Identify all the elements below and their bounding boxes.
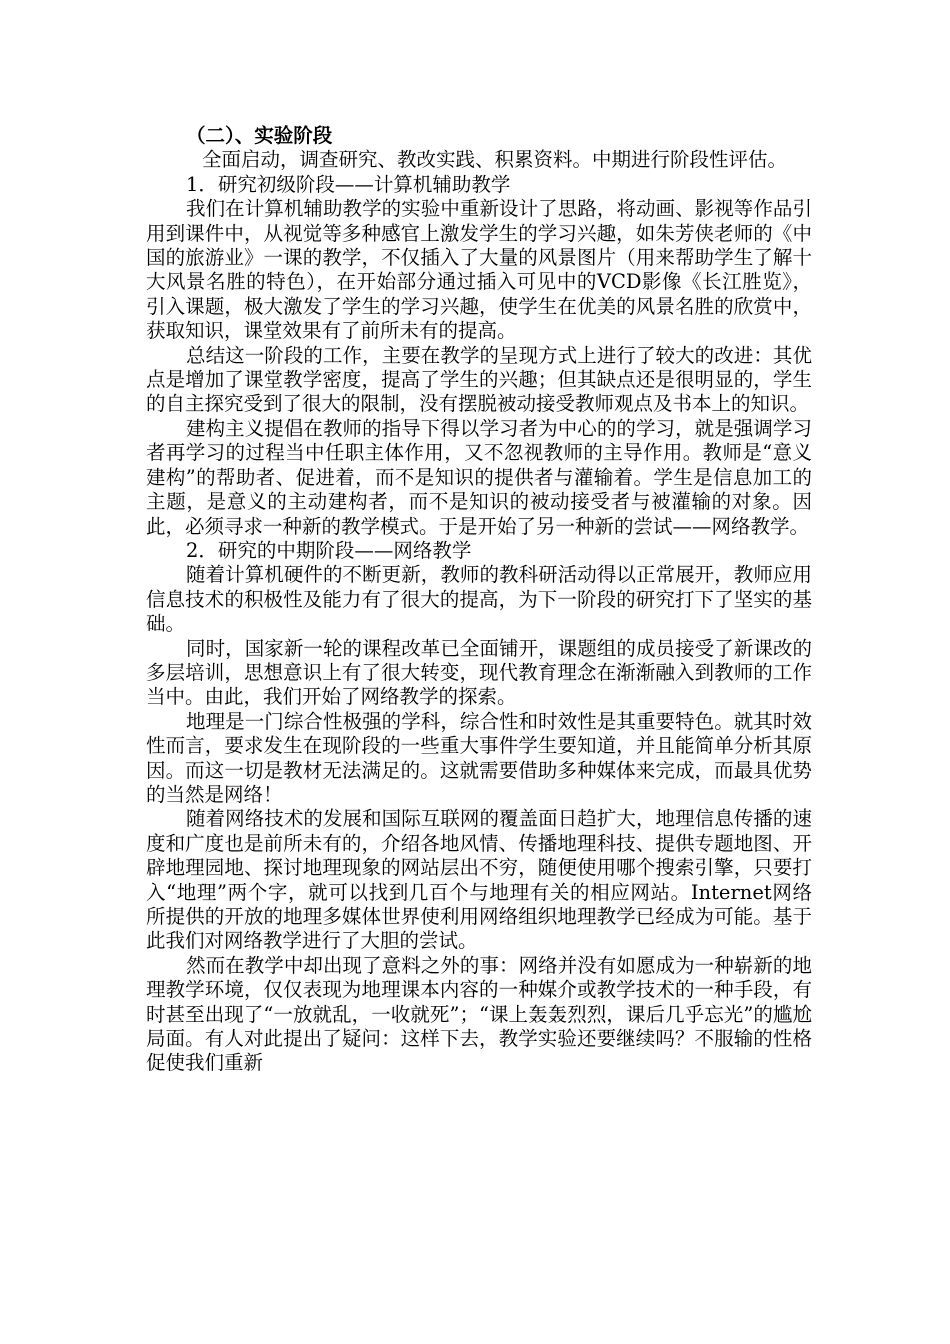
stage2-paragraph-1: 随着计算机硬件的不断更新，教师的教科研活动得以正常展开，教师应用信息技术的积极性及能力有了很大的提高，为下一阶段的研究打下了坚实的基础。 <box>146 563 812 636</box>
stage2-paragraph-3: 地理是一门综合性极强的学科，综合性和时效性是其重要特色。就其时效性而言，要求发生在现阶段的一些重大事件学生要知道，并且能简单分析其原因。而这一切是教材无法满足的。这就需要借助多种媒体来完成，而最具优势的当然是网络！ <box>146 709 812 806</box>
stage2-paragraph-2: 同时，国家新一轮的课程改革已全面铺开，课题组的成员接受了新课改的多层培训，思想意识上有了很大转变，现代教育理念在渐渐融入到教师的工作当中。由此，我们开始了网络教学的探索。 <box>146 636 812 709</box>
document-page <box>146 124 812 1076</box>
stage2-paragraph-4: 随着网络技术的发展和国际互联网的覆盖面日趋扩大，地理信息传播的速度和广度也是前所未有的，介绍各地风情、传播地理科技、提供专题地图、开辟地理园地、探讨地理现象的网站层出不穷，随便使用哪个搜索引擎，只要打入“地理”两个字，就可以找到几百个与地理有关的相应网站。Internet网络所提供的开放的地理多媒体世界使利用网络组织地理教学已经成为可能。基于此我们对网络教学进行了大胆的尝试。 <box>146 807 812 953</box>
section-heading: （二）、实验阶段 <box>186 124 333 147</box>
stage2-paragraph-5: 然而在教学中却出现了意料之外的事：网络并没有如愿成为一种崭新的地理教学环境，仅仅表现为地理课本内容的一种媒介或教学技术的一种手段，有时甚至出现了“一放就乱，一收就死”；“课上轰轰烈烈，课后几乎忘光”的尴尬局面。有人对此提出了疑问：这样下去，教学实验还要继续吗？不服输的性格促使我们重新 <box>146 953 812 1075</box>
intro-paragraph: 全面启动，调查研究、教改实践、积累资料。中期进行阶段性评估。 <box>202 148 788 172</box>
stage1-paragraph-3: 建构主义提倡在教师的指导下得以学习者为中心的的学习，就是强调学习者再学习的过程当中任职主体作用，又不忽视教师的主导作用。教师是“意义建构”的帮助者、促进着，而不是知识的提供者与灌输着。学生是信息加工的主题，是意义的主动建构者，而不是知识的被动接受者与被灌输的对象。因此，必须寻求一种新的教学模式。于是开始了另一种新的尝试——网络教学。 <box>146 416 812 538</box>
stage1-paragraph-2: 总结这一阶段的工作，主要在教学的呈现方式上进行了较大的改进：其优点是增加了课堂教学密度，提高了学生的兴趣；但其缺点还是很明显的，学生的自主探究受到了很大的限制，没有摆脱被动接受教师观点及书本上的知识。 <box>146 343 812 416</box>
stage1-title: 1．研究初级阶段——计算机辅助教学 <box>186 172 511 196</box>
stage1-paragraph-1: 我们在计算机辅助教学的实验中重新设计了思路，将动画、影视等作品引用到课件中，从视觉等多种感官上激发学生的学习兴趣，如朱芳侠老师的《中国的旅游业》一课的教学，不仅插入了大量的风景图片（用来帮助学生了解十大风景名胜的特色），在开始部分通过插入可见中的VCD影像《长江胜览》，引入课题，极大激发了学生的学习兴趣，使学生在优美的风景名胜的欣赏中，获取知识，课堂效果有了前所未有的提高。 <box>146 197 812 343</box>
stage2-title: 2．研究的中期阶段——网络教学 <box>186 538 472 562</box>
